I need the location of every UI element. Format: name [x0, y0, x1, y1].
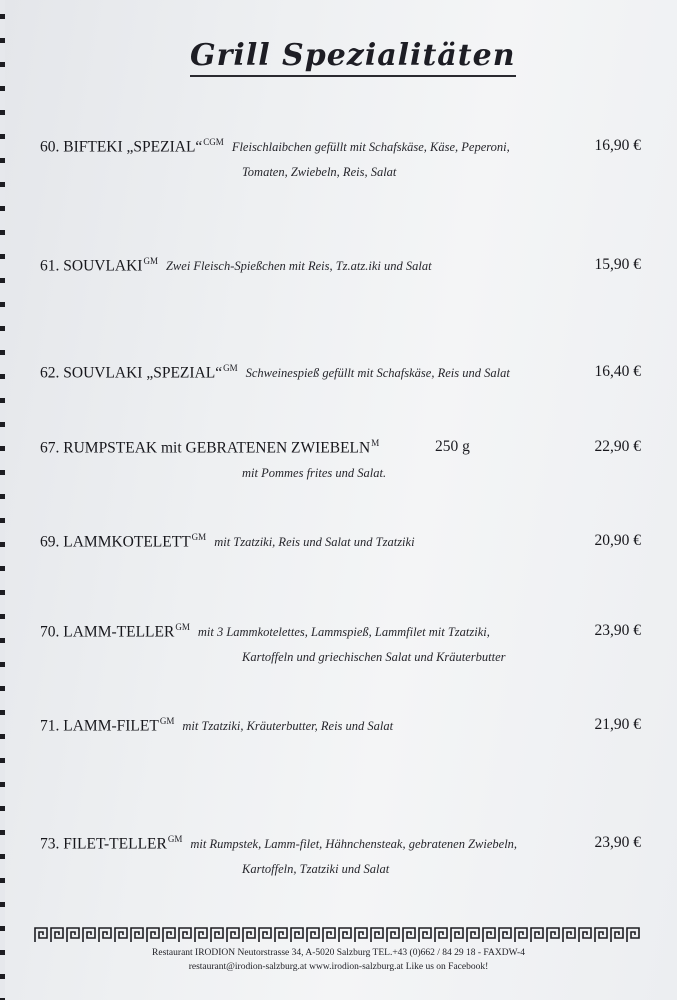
item-allergens: GM: [143, 256, 158, 266]
menu-item: [40, 532, 641, 556]
item-price: 21,90 €: [594, 716, 641, 733]
item-description-cont: Kartoffeln und griechischen Salat und Kräuterbutter: [242, 650, 506, 664]
item-price: 15,90 €: [594, 256, 641, 273]
item-description: mit Tzatziki, Kräuterbutter, Reis und Salat: [182, 719, 394, 734]
item-description: mit Rumpstek, Lamm-filet, Hähnchensteak, gebratenen Zwiebeln,: [190, 837, 518, 852]
item-allergens: M: [371, 438, 380, 448]
item-description: mit 3 Lammkotelettes, Lammspieß, Lammfilet mit Tzatziki,: [197, 625, 490, 640]
menu-item: [40, 716, 641, 740]
item-name: 73. FILET-TELLER: [40, 835, 167, 853]
menu-item: [40, 834, 641, 877]
item-allergens: GM: [167, 834, 183, 844]
item-price: 16,40 €: [594, 363, 641, 380]
item-allergens: GM: [159, 716, 175, 726]
item-allergens: GM: [223, 363, 238, 373]
spiral-binding: [0, 0, 12, 1000]
item-description: mit Tzatziki, Reis und Salat und Tzatziki: [214, 535, 415, 550]
footer-address: Restaurant IRODION Neutorstrasse 34, A-5020 Salzburg TEL.+43 (0)662 / 84 29 18 - FAXDW-4: [152, 948, 525, 958]
menu-item: [40, 363, 641, 387]
item-price: 16,90 €: [594, 137, 641, 154]
item-weight: 250 g: [435, 438, 470, 455]
footer-contact: restaurant@irodion-salzburg.at www.irodion-salzburg.at Like us on Facebook!: [188, 962, 489, 972]
item-description-cont: Tomaten, Zwiebeln, Reis, Salat: [242, 165, 397, 179]
item-price: 23,90 €: [594, 622, 641, 639]
item-name: 61. SOUVLAKI: [40, 257, 143, 275]
item-name: 67. RUMPSTEAK mit GEBRATENEN ZWIEBELN: [40, 439, 371, 457]
item-name: 62. SOUVLAKI „SPEZIAL“: [40, 364, 223, 382]
item-description: Schweinespieß gefüllt mit Schafskäse, Reis und Salat: [245, 366, 510, 381]
page-title: Grill Spezialitäten: [190, 38, 516, 77]
item-description-cont: mit Pommes frites und Salat.: [242, 466, 387, 480]
menu-item: [40, 137, 641, 180]
item-price: 22,90 €: [594, 438, 641, 455]
item-price: 20,90 €: [594, 532, 641, 549]
item-allergens: GM: [191, 532, 207, 542]
menu-item: [40, 438, 641, 481]
item-name: 71. LAMM-FILET: [40, 717, 159, 735]
item-name: 60. BIFTEKI „SPEZIAL“: [40, 138, 203, 156]
menu-item: [40, 622, 641, 665]
item-description-cont: Kartoffeln, Tzatziki und Salat: [242, 862, 390, 876]
item-allergens: CGM: [203, 137, 224, 147]
item-allergens: GM: [175, 622, 190, 632]
item-name: 69. LAMMKOTELETT: [40, 533, 191, 551]
item-name: 70. LAMM-TELLER: [40, 623, 175, 641]
item-price: 23,90 €: [594, 834, 641, 851]
item-description: Zwei Fleisch-Spießchen mit Reis, Tz.atz.iki und Salat: [165, 259, 432, 274]
menu-item: [40, 256, 641, 280]
item-description: Fleischlaibchen gefüllt mit Schafskäse, Käse, Peperoni,: [231, 140, 510, 155]
greek-key-border: [34, 927, 640, 943]
